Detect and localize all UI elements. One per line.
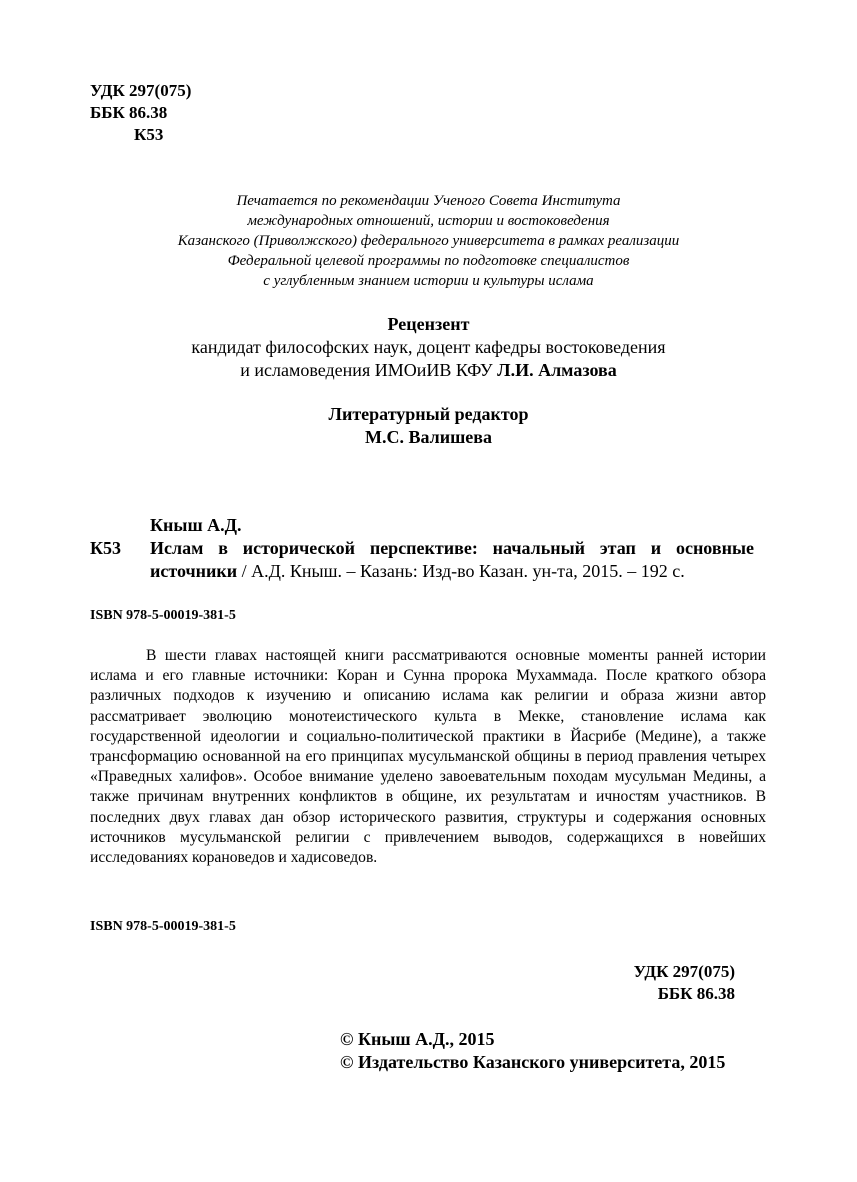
classification-codes	[90, 80, 191, 146]
copyright-author: © Кныш А.Д., 2015	[340, 1029, 495, 1049]
entry-imprint: / А.Д. Кныш. – Казань: Изд-во Казан. ун-та, 2015. – 192 с.	[237, 561, 685, 581]
author-mark: К53	[134, 125, 164, 144]
abstract-text: В шести главах настоящей книги рассматриваются основные моменты ранней истории ислама и его главные источники: Коран и Сунна пророка Мухаммада. После краткого обзора различных подходов к изучению и описанию ислама как религии и образа жизни автор рассматривает эволюцию монотеистического культа в Мекке, становление ислама как государственной идеологии и социально-политической практики в Йасрибе (Медине), а также трансформацию основанной на его принципах мусульманской общины в период правления четырех «Праведных халифов». Особое внимание уделено завоевательным походам мусульман Медины, а также причинам внутренних конфликтов в общине, их результатам и ичностям участников. В последних двух главах дан обзор исторического развития, структуры и содержания основных источников мусульманской религии с привлечением выводов, содержащихся в новейших исследованиях корановедов и хадисоведов.	[90, 647, 766, 867]
note-line-5: с углубленным знанием истории и культуры ислама	[263, 273, 594, 289]
isbn-top: ISBN 978-5-00019-381-5	[90, 608, 236, 623]
entry-title: Ислам в исторической перспективе: начальный этап и основные источники	[150, 538, 754, 581]
footer-bbk-code: ББК 86.38	[657, 984, 735, 1003]
reviewer-line-1: кандидат философских наук, доцент кафедры востоковедения	[191, 337, 666, 357]
editor-heading: Литературный редактор	[328, 404, 529, 424]
copyright-block	[340, 1028, 725, 1074]
footer-classification-codes	[634, 961, 735, 1005]
udk-code: УДК 297(075)	[90, 81, 192, 100]
entry-mark: К53	[90, 538, 122, 558]
isbn-bottom: ISBN 978-5-00019-381-5	[90, 919, 236, 934]
note-line-2: международных отношений, истории и востоковедения	[247, 213, 610, 229]
reviewer-name: Л.И. Алмазова	[497, 360, 617, 380]
copyright-publisher: © Издательство Казанского университета, 2015	[340, 1052, 726, 1072]
publication-note	[0, 191, 857, 291]
bibliographic-entry	[90, 514, 754, 583]
bbk-code: ББК 86.38	[90, 103, 168, 122]
footer-udk-code: УДК 297(075)	[633, 962, 735, 981]
reviewer-block	[0, 313, 857, 382]
reviewer-line-2	[0, 359, 857, 382]
note-line-1: Печатается по рекомендации Ученого Совета Института	[236, 193, 621, 209]
reviewer-heading: Рецензент	[387, 314, 470, 334]
entry-author: Кныш А.Д.	[150, 515, 242, 535]
editor-name: М.С. Валишева	[364, 427, 493, 447]
note-line-3: Казанского (Приволжского) федерального университета в рамках реализации	[177, 233, 680, 249]
editor-block	[0, 403, 857, 449]
note-line-4: Федеральной целевой программы по подготовке специалистов	[227, 253, 630, 269]
reviewer-line-2-prefix: и исламоведения ИМОиИВ КФУ	[240, 360, 498, 380]
